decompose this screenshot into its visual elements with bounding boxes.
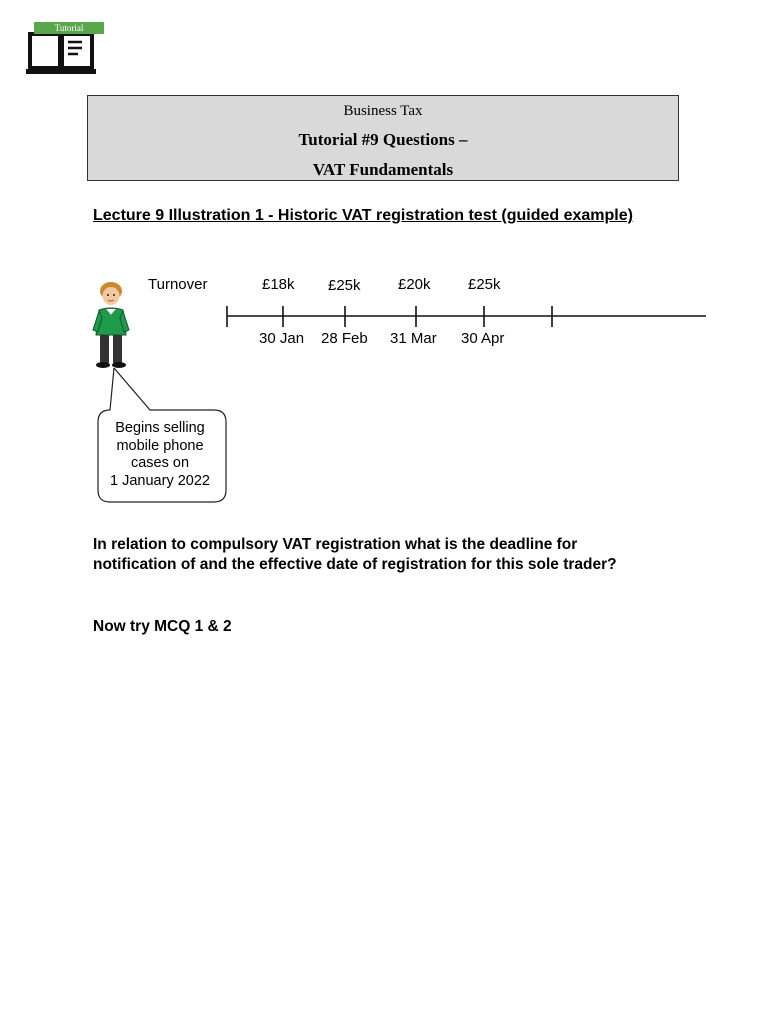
speech-line: cases on bbox=[130, 455, 190, 471]
tutorial-logo bbox=[26, 22, 106, 76]
speech-line: Begins selling bbox=[115, 420, 205, 436]
turnover-amount: £25k bbox=[468, 276, 501, 293]
turnover-amount: £25k bbox=[328, 277, 361, 294]
lecture-heading: Lecture 9 Illustration 1 - Historic VAT registration test (guided example) bbox=[93, 207, 633, 224]
person-illustration bbox=[90, 280, 132, 370]
turnover-label: Turnover bbox=[148, 276, 208, 293]
title-box bbox=[87, 95, 679, 181]
timeline-axis bbox=[220, 300, 710, 332]
speech-bubble-text bbox=[96, 420, 224, 490]
question-line: In relation to compulsory VAT registration what is the deadline for bbox=[93, 536, 578, 553]
page-subtitle: VAT Fundamentals bbox=[312, 160, 454, 179]
question-text bbox=[93, 535, 693, 575]
timeline-date: 30 Jan bbox=[259, 330, 305, 347]
page-title: Tutorial #9 Questions – bbox=[298, 130, 468, 149]
course-name: Business Tax bbox=[343, 103, 423, 119]
logo-tag: Tutorial bbox=[34, 22, 104, 34]
turnover-amount: £20k bbox=[398, 276, 431, 293]
question-line: notification of and the effective date of registration for this sole trader? bbox=[93, 556, 617, 573]
speech-line: 1 January 2022 bbox=[110, 472, 210, 489]
timeline-date: 30 Apr bbox=[461, 330, 505, 347]
turnover-amount: £18k bbox=[262, 276, 295, 293]
speech-line: mobile phone bbox=[116, 437, 204, 454]
timeline-date: 28 Feb bbox=[321, 330, 368, 347]
mcq-prompt: Now try MCQ 1 & 2 bbox=[93, 618, 232, 635]
timeline-date: 31 Mar bbox=[390, 330, 437, 347]
